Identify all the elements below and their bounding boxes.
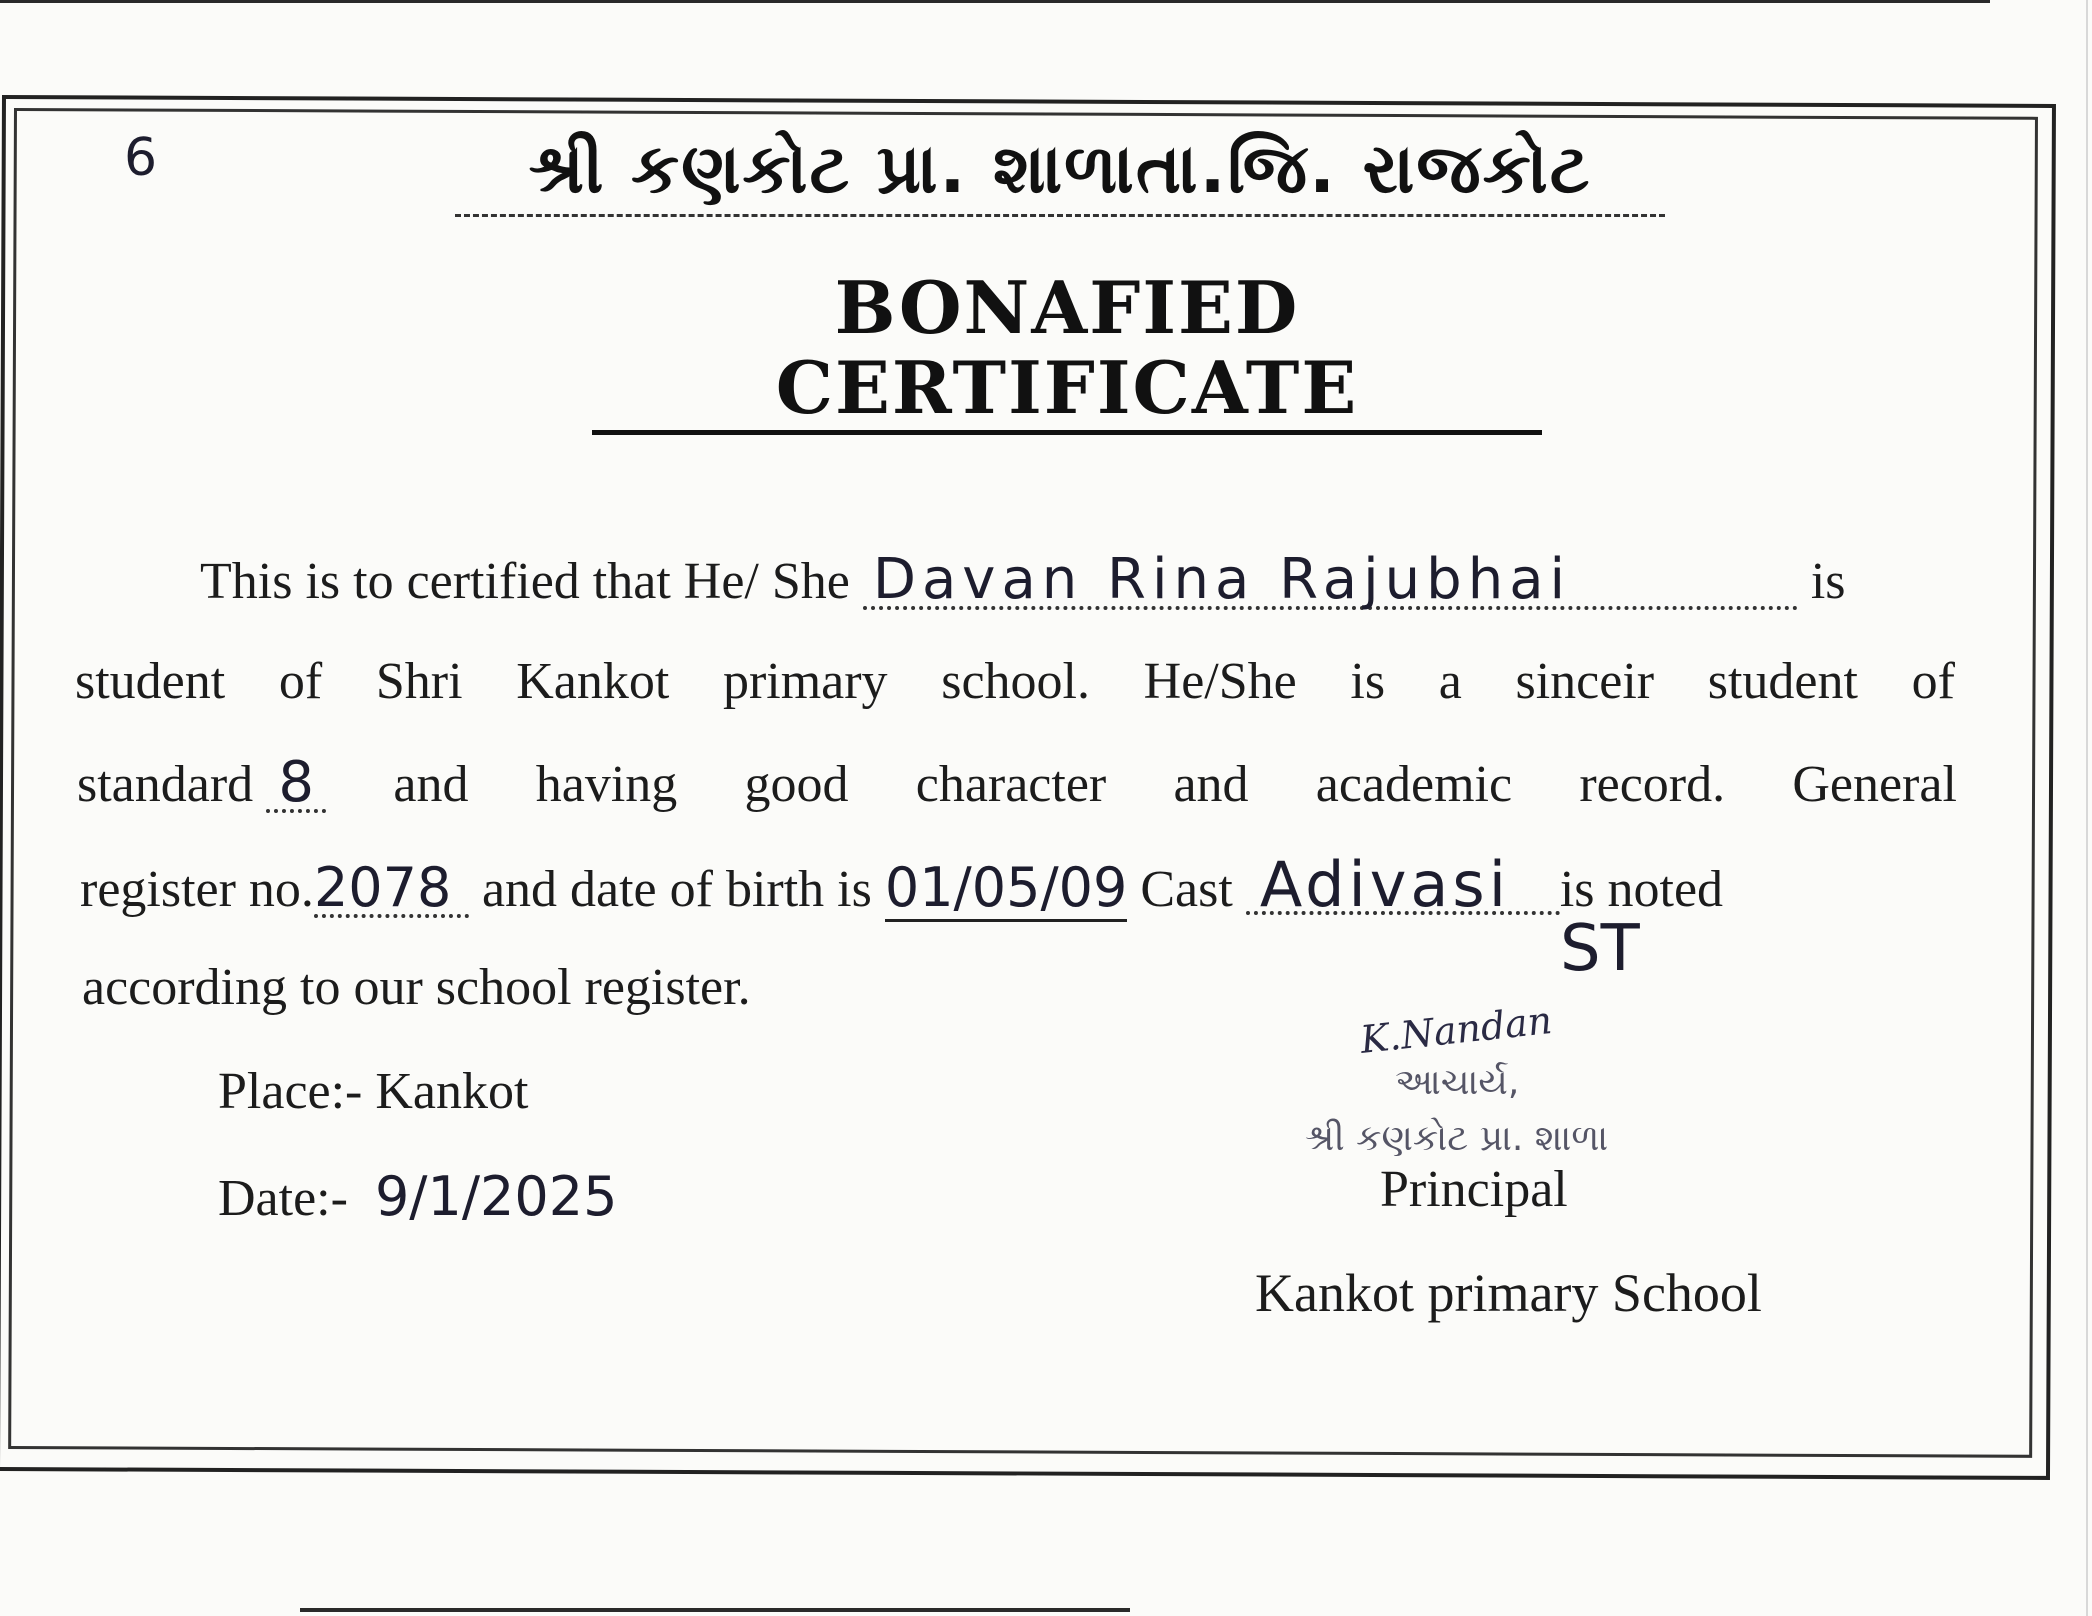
principal-signature: K.Nandan: [1358, 998, 1555, 1062]
institution-name: Kankot primary School: [1255, 1263, 1762, 1323]
line4-suffix: is noted: [1559, 861, 1724, 918]
signatory-role: Principal: [1380, 1161, 1568, 1218]
line3-word: General: [1792, 756, 1957, 813]
dob-label: and date of birth is: [481, 861, 872, 918]
line3-word: and: [1173, 756, 1249, 813]
student-name-field: Davan Rina Rajubhai: [863, 554, 1798, 610]
stamp-title: આચાર્ય,: [1395, 1062, 1520, 1103]
dob-field: 01/05/09: [885, 856, 1128, 922]
line3-word: having: [535, 756, 678, 813]
cast-field: Adivasi: [1246, 859, 1560, 915]
body-line-1: [200, 547, 1846, 612]
cast-label: Cast: [1140, 861, 1233, 918]
standard-label: [77, 750, 326, 815]
scan-edge-right: [2086, 0, 2088, 1616]
certificate-title: BONAFIED CERTIFICATE: [592, 268, 1542, 435]
stamp-school-name: શ્રી કણકોટ પ્રા. શાળા: [1305, 1118, 1609, 1159]
line3-word: academic: [1315, 756, 1513, 813]
line2-word: a: [1438, 653, 1462, 710]
date-label: Date:-: [218, 1170, 348, 1227]
school-name-header: શ્રી કણકોટ પ્રા. શાળાતા.જિ. રાજકોટ: [455, 130, 1665, 217]
place-line: Place:- Kankot: [218, 1063, 529, 1120]
line2-word: He/She: [1143, 653, 1297, 710]
line2-word: Kankot: [516, 653, 670, 710]
line2-word: Shri: [375, 653, 463, 710]
line3-prefix: standard: [77, 756, 254, 813]
handwritten-page-number: 6: [124, 128, 158, 188]
line2-word: primary: [722, 653, 888, 710]
line2-word: is: [1350, 653, 1386, 710]
line1-suffix: is: [1810, 553, 1846, 610]
line3-word: character: [915, 756, 1107, 813]
line3-word: record.: [1579, 756, 1726, 813]
date-line: [218, 1165, 617, 1228]
line2-word: student: [75, 653, 226, 710]
line2-word: student: [1707, 653, 1858, 710]
date-value: 9/1/2025: [374, 1165, 618, 1228]
standard-field: 8: [266, 757, 326, 813]
body-line-4: [80, 848, 1724, 921]
line2-word: of: [278, 653, 323, 710]
scan-edge-top: [0, 0, 1990, 3]
body-line-5: according to our school register.: [82, 959, 751, 1016]
line3-word: good: [744, 756, 849, 813]
scan-edge-bottom: [300, 1608, 1130, 1612]
register-number-field: 2078: [314, 862, 469, 918]
body-line-3: [77, 750, 1957, 815]
line2-word: sinceir: [1515, 653, 1655, 710]
line3-word: and: [393, 756, 469, 813]
line2-word: of: [1911, 653, 1955, 710]
line1-prefix: This is to certified that He/ She: [200, 553, 850, 610]
cast-category-annotation: ST: [1560, 912, 1640, 986]
register-label: register no.: [80, 861, 314, 918]
body-line-2: [75, 652, 1955, 711]
line2-word: school.: [941, 653, 1090, 710]
